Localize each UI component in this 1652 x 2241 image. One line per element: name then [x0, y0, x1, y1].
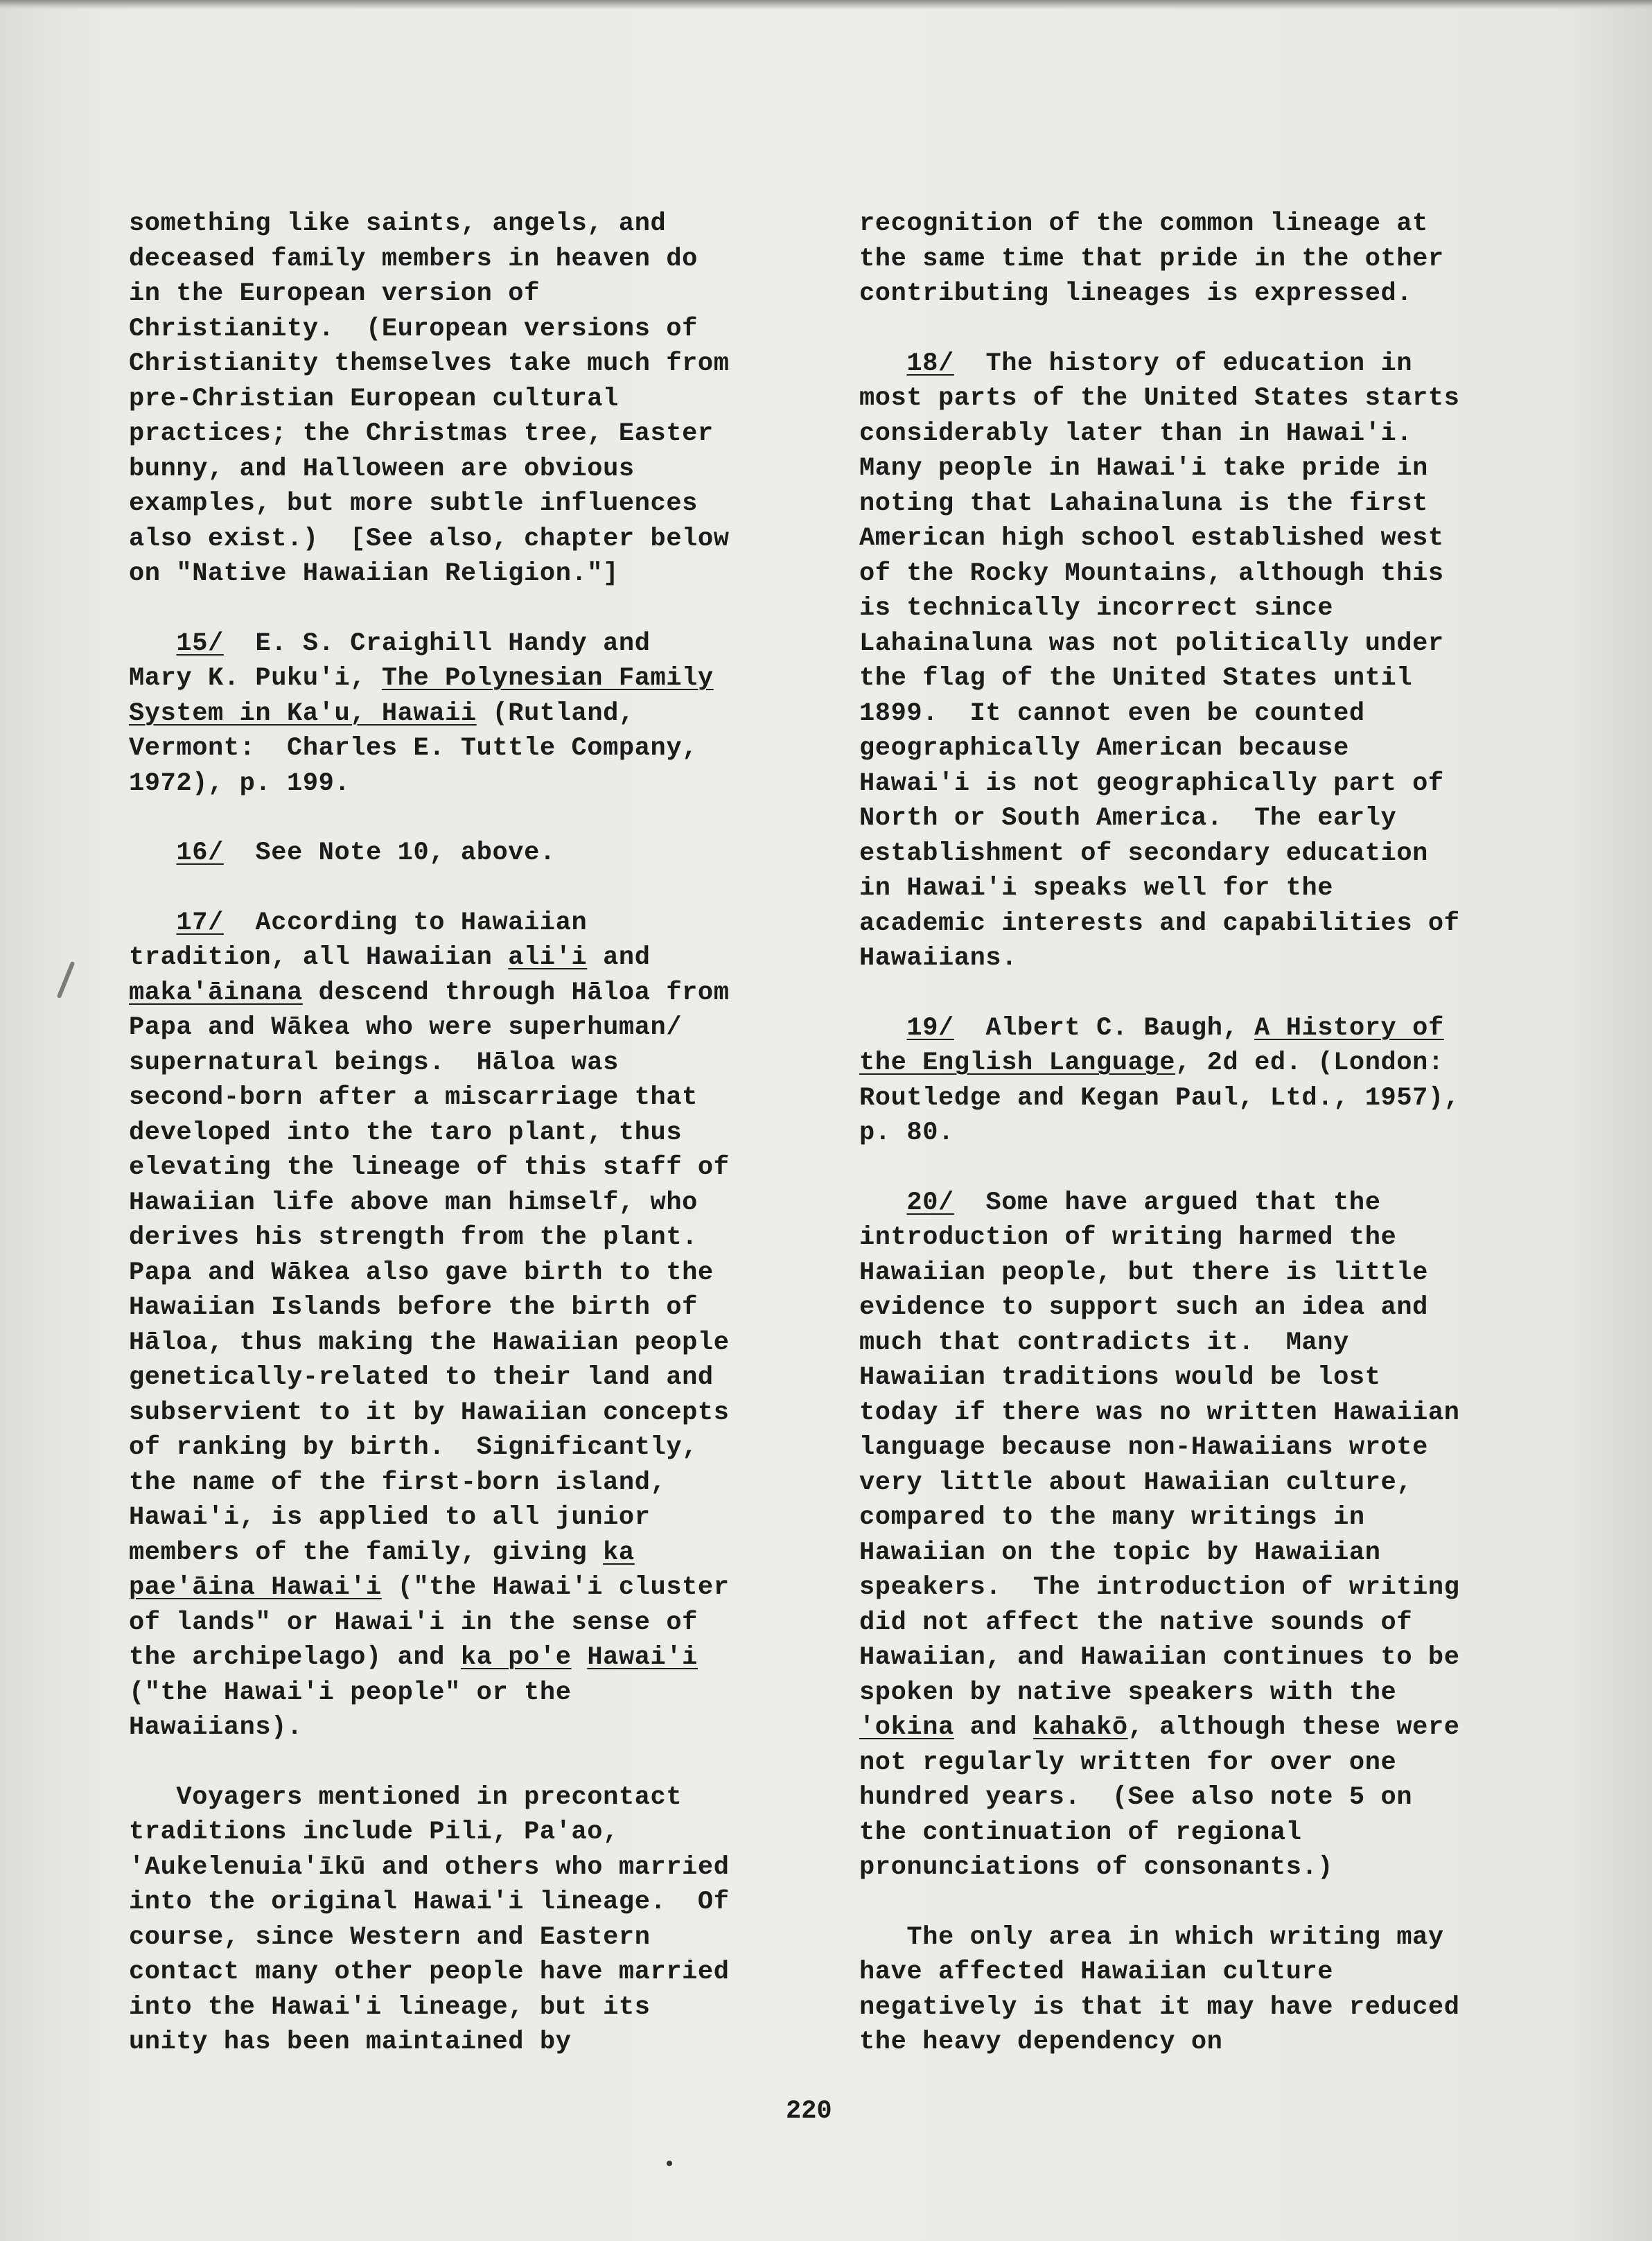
text-line: Lahainaluna was not politically under [859, 629, 1444, 658]
paragraph-p-only [859, 1920, 1552, 2060]
text-line: unity has been maintained by [129, 2028, 572, 2057]
paragraph-n15 [129, 626, 850, 802]
text-line: course, since Western and Eastern [129, 1922, 651, 1952]
text-line: 20/ Some have argued that the [906, 1188, 1381, 1218]
text-line: Christianity themselves take much from [129, 349, 730, 378]
text-line: is technically incorrect since [859, 594, 1334, 623]
text-line: 15/ E. S. Craighill Handy and [176, 629, 651, 658]
text-line: tradition, all Hawaiian ali'i and [129, 943, 651, 972]
text-line: Hawai'i, is applied to all junior [129, 1503, 651, 1532]
text-line: pre-Christian European cultural [129, 384, 619, 414]
paragraph-p-cont [859, 206, 1552, 312]
text-line: Routledge and Kegan Paul, Ltd., 1957), [859, 1083, 1460, 1113]
text-line: members of the family, giving ka [129, 1538, 635, 1567]
page-number: 220 [786, 2097, 832, 2126]
text-line: Hawaiians. [859, 944, 1018, 973]
paragraph-p1 [129, 206, 850, 592]
text-line: language because non-Hawaiians wrote [859, 1433, 1428, 1462]
text-line: Hawaiian people, but there is little [859, 1258, 1428, 1288]
paragraph-n17 [129, 906, 850, 1746]
text-line: 1972), p. 199. [129, 768, 351, 798]
text-line: genetically-related to their land and [129, 1363, 714, 1392]
paragraph-n16 [129, 836, 850, 871]
text-line: considerably later than in Hawai'i. [859, 419, 1413, 448]
text-line: Vermont: Charles E. Tuttle Company, [129, 734, 698, 763]
paragraph-p-voyagers [129, 1780, 850, 2060]
text-line: 16/ See Note 10, above. [176, 838, 556, 868]
text-line: in Hawai'i speaks well for the [859, 874, 1334, 903]
text-line: something like saints, angels, and [129, 209, 667, 238]
text-line: Papa and Wākea also gave birth to the [129, 1258, 714, 1288]
text-line: American high school established west [859, 524, 1444, 553]
text-line: developed into the taro plant, thus [129, 1118, 683, 1148]
text-line: establishment of secondary education [859, 838, 1428, 868]
paragraph-n18 [859, 346, 1552, 976]
text-line: p. 80. [859, 1118, 954, 1148]
text-line: into the Hawai'i lineage, but its [129, 1992, 651, 2022]
text-line: compared to the many writings in [859, 1503, 1365, 1532]
text-line: 'okina and kahakō, although these were [859, 1713, 1460, 1742]
text-line: 'Aukelenuia'īkū and others who married [129, 1852, 730, 1882]
text-line: 19/ Albert C. Baugh, A History of [906, 1013, 1444, 1043]
text-line: Hāloa, thus making the Hawaiian people [129, 1328, 730, 1357]
text-line: of ranking by birth. Significantly, [129, 1433, 698, 1462]
text-line: the name of the first-born island, [129, 1468, 667, 1497]
text-line: Hawai'i is not geographically part of [859, 768, 1444, 798]
text-line: on "Native Hawaiian Religion."] [129, 559, 619, 588]
left-text-column [129, 206, 850, 2095]
text-line: very little about Hawaiian culture, [859, 1468, 1413, 1497]
text-line: pae'āina Hawai'i ("the Hawai'i cluster [129, 1573, 730, 1602]
text-line: the English Language, 2d ed. (London: [859, 1048, 1444, 1078]
text-line: the continuation of regional [859, 1818, 1302, 1847]
text-line: hundred years. (See also note 5 on [859, 1783, 1413, 1812]
text-line: of lands" or Hawai'i in the sense of [129, 1608, 698, 1637]
text-line: System in Ka'u, Hawaii (Rutland, [129, 698, 635, 728]
text-line: Voyagers mentioned in precontact [129, 1782, 683, 1812]
text-line: academic interests and capabilities of [859, 908, 1460, 938]
text-line: Hawaiian Islands before the birth of [129, 1293, 698, 1322]
text-line: derives his strength from the plant. [129, 1223, 698, 1252]
text-line: into the original Hawai'i lineage. Of [129, 1888, 730, 1917]
text-line: most parts of the United States starts [859, 384, 1460, 413]
text-line: speakers. The introduction of writing [859, 1573, 1460, 1602]
text-line: Hawaiian life above man himself, who [129, 1188, 698, 1218]
text-line: second-born after a miscarriage that [129, 1083, 698, 1112]
text-line: Hawaiian traditions would be lost [859, 1363, 1381, 1392]
text-line: ("the Hawai'i people" or the [129, 1678, 572, 1707]
text-line: deceased family members in heaven do [129, 244, 698, 274]
text-line: 18/ The history of education in [906, 349, 1413, 378]
text-line: today if there was no written Hawaiian [859, 1398, 1460, 1427]
text-line: subservient to it by Hawaiian concepts [129, 1398, 730, 1427]
right-text-column [859, 206, 1552, 2095]
text-line: Many people in Hawai'i take pride in [859, 454, 1428, 483]
text-line: 1899. It cannot even be counted [859, 698, 1365, 728]
text-line: noting that Lahainaluna is the first [859, 489, 1428, 518]
text-line: Hawaiian, and Hawaiian continues to be [859, 1643, 1460, 1672]
text-line: in the European version of [129, 279, 540, 308]
paragraph-n20 [859, 1186, 1552, 1886]
text-line: examples, but more subtle influences [129, 489, 698, 518]
text-line: the same time that pride in the other [859, 244, 1444, 274]
text-line: much that contradicts it. Many [859, 1328, 1349, 1357]
text-line: supernatural beings. Hāloa was [129, 1048, 619, 1078]
text-line: spoken by native speakers with the [859, 1678, 1397, 1707]
footer-dot [667, 2161, 672, 2166]
text-line: bunny, and Halloween are obvious [129, 454, 635, 484]
text-line: 17/ According to Hawaiian [176, 908, 588, 938]
text-line: contributing lineages is expressed. [859, 279, 1413, 308]
paragraph-n19 [859, 1011, 1552, 1151]
text-line: traditions include Pili, Pa'ao, [129, 1818, 619, 1847]
text-line: negatively is that it may have reduced [859, 1992, 1460, 2022]
text-line: introduction of writing harmed the [859, 1223, 1397, 1252]
text-line: Hawaiians). [129, 1713, 303, 1742]
text-line: not regularly written for over one [859, 1748, 1397, 1777]
text-line: evidence to support such an idea and [859, 1293, 1428, 1322]
text-line: Christianity. (European versions of [129, 314, 698, 344]
text-line: Mary K. Puku'i, The Polynesian Family [129, 664, 714, 693]
text-line: elevating the lineage of this staff of [129, 1153, 730, 1182]
text-line: the flag of the United States until [859, 664, 1413, 693]
text-line: also exist.) [See also, chapter below [129, 524, 730, 554]
text-line: The only area in which writing may [859, 1922, 1444, 1952]
text-line: practices; the Christmas tree, Easter [129, 419, 714, 448]
text-line: the archipelago) and ka po'e Hawai'i [129, 1643, 698, 1672]
text-line: of the Rocky Mountains, although this [859, 559, 1444, 588]
text-line: the heavy dependency on [859, 2028, 1223, 2057]
text-line: Hawaiian on the topic by Hawaiian [859, 1538, 1381, 1567]
scan-top-edge [0, 0, 1652, 10]
text-line: Papa and Wākea who were superhuman/ [129, 1013, 683, 1042]
text-line: geographically American because [859, 734, 1349, 763]
text-line: pronunciations of consonants.) [859, 1853, 1334, 1882]
text-line: recognition of the common lineage at [859, 209, 1428, 238]
text-line: did not affect the native sounds of [859, 1608, 1413, 1637]
text-line: North or South America. The early [859, 804, 1397, 833]
text-line: contact many other people have married [129, 1958, 730, 1987]
text-line: have affected Hawaiian culture [859, 1958, 1334, 1987]
text-line: maka'āinana descend through Hāloa from [129, 978, 730, 1008]
